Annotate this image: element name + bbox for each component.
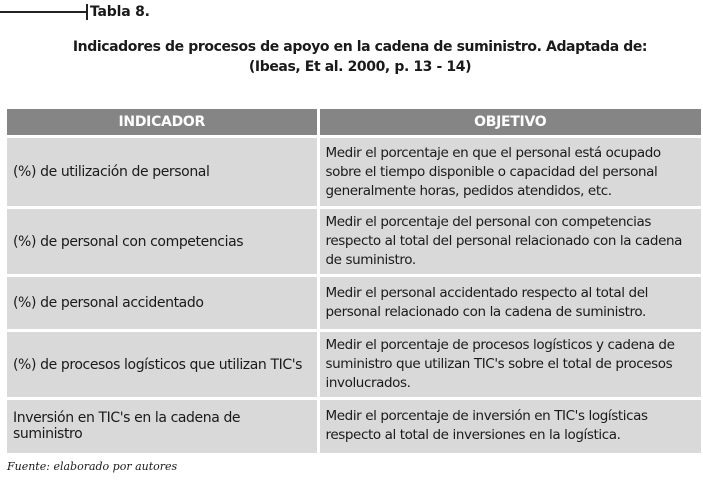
header-indicator: INDICADOR [7, 109, 318, 137]
indicator-cell: (%) de utilización de personal [7, 137, 318, 208]
label-rule-tick [86, 4, 88, 20]
table-row [7, 137, 701, 208]
table-row [7, 208, 701, 276]
indicator-cell: Inversión en TIC's en la cadena de suministro [7, 399, 318, 453]
table-row [7, 331, 701, 399]
indicators-table [7, 109, 701, 453]
indicator-cell: (%) de procesos logísticos que utilizan TIC's [7, 331, 318, 399]
header-objective: OBJETIVO [318, 109, 701, 137]
table-title-line-1: Indicadores de procesos de apoyo en la cadena de suministro. Adaptada de: [72, 39, 648, 55]
objective-cell: Medir el porcentaje de inversión en TIC's logísticas respecto al total de inversiones en la logística. [318, 399, 701, 453]
objective-cell: Medir el porcentaje en que el personal está ocupado sobre el tiempo disponible o capacidad del personal generalmente horas, pedidos atendidos, etc. [318, 137, 701, 208]
header-row [7, 109, 701, 137]
objective-cell: Medir el personal accidentado respecto al total del personal relacionado con la cadena de suministro. [318, 276, 701, 331]
table-row [7, 276, 701, 331]
label-rule-line [0, 11, 86, 13]
table-row [7, 399, 701, 453]
table-label: Tabla 8. [90, 4, 150, 20]
objective-cell: Medir el porcentaje del personal con competencias respecto al total del personal relacionado con la cadena de suministro. [318, 208, 701, 276]
table-title-line-2: (Ibeas, Et al. 2000, p. 13 - 14) [248, 59, 472, 75]
table-title [60, 37, 660, 77]
source-note: Fuente: elaborado por autores [7, 460, 178, 473]
objective-cell: Medir el porcentaje de procesos logísticos y cadena de suministro que utilizan TIC's sobre el total de procesos involucrados. [318, 331, 701, 399]
table-label-row [0, 0, 150, 24]
indicator-cell: (%) de personal accidentado [7, 276, 318, 331]
indicator-cell: (%) de personal con competencias [7, 208, 318, 276]
